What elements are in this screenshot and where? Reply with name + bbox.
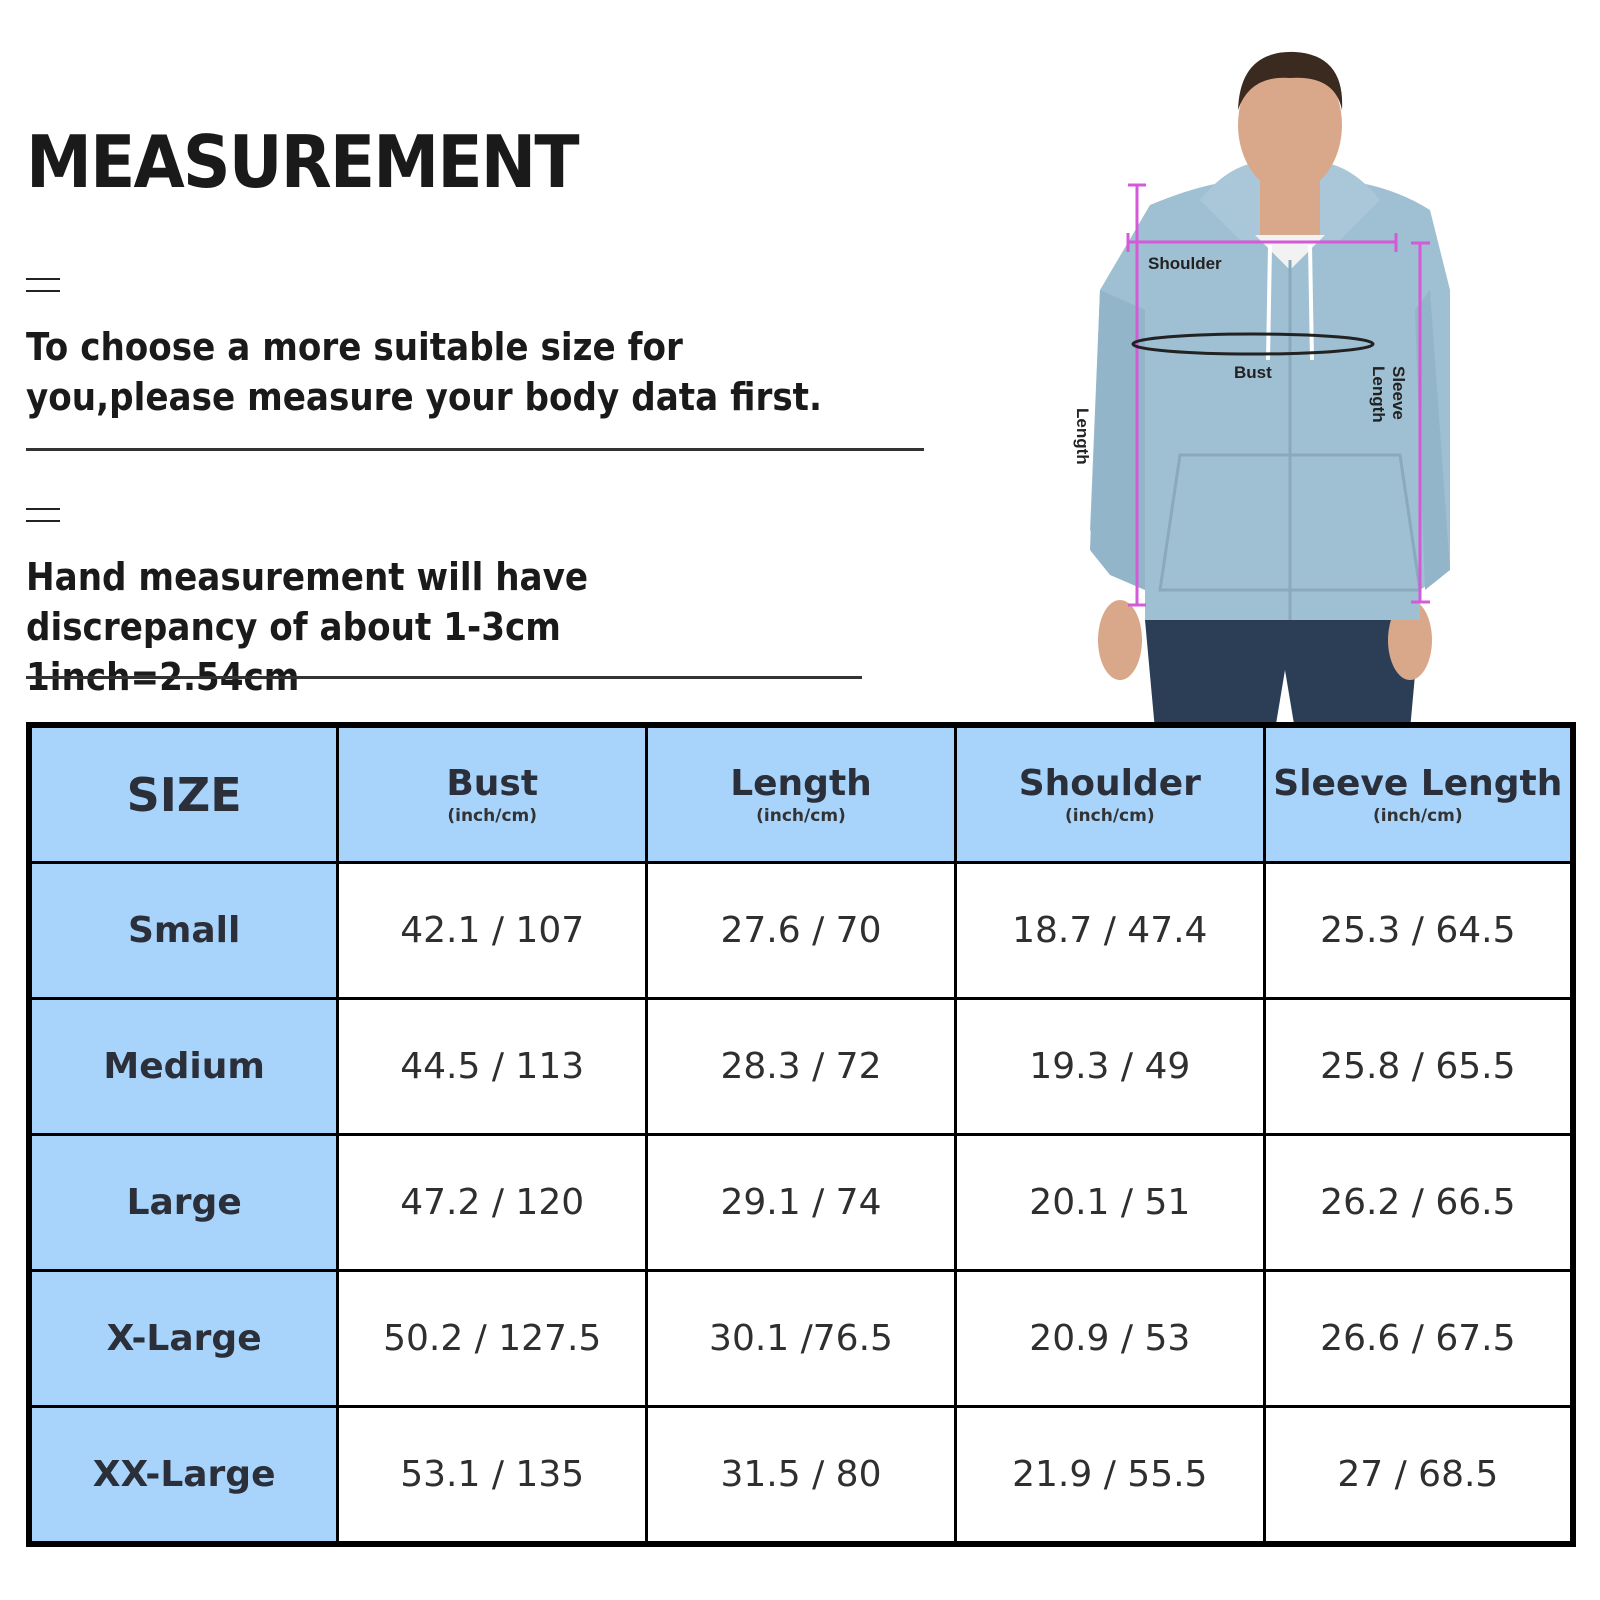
table-row xyxy=(29,1271,1573,1407)
bust-label: Bust xyxy=(1234,363,1272,382)
jeans xyxy=(1145,620,1420,730)
page-title: MEASUREMENT xyxy=(26,120,578,204)
divider xyxy=(26,676,862,679)
hoodie-model-illustration xyxy=(1090,30,1500,730)
length-value: 31.5 / 80 xyxy=(647,1407,956,1545)
sleeve-length-label: Sleeve Length xyxy=(1369,366,1408,423)
size-name: X-Large xyxy=(29,1271,338,1407)
shoulder-label: Shoulder xyxy=(1148,254,1222,273)
length-value: 30.1 /76.5 xyxy=(647,1271,956,1407)
size-name: Medium xyxy=(29,999,338,1135)
size-name: XX-Large xyxy=(29,1407,338,1545)
shoulder-value: 19.3 / 49 xyxy=(955,999,1264,1135)
bust-value: 44.5 / 113 xyxy=(338,999,647,1135)
header-unit: (inch/cm) xyxy=(447,806,538,826)
discrepancy-note: Hand measurement will have discrepancy of about 1-3cm 1inch=2.54cm xyxy=(26,555,589,699)
sleeve-length-value: 26.2 / 66.5 xyxy=(1264,1135,1573,1271)
model-figure xyxy=(1073,30,1500,730)
bust-value: 42.1 / 107 xyxy=(338,863,647,999)
header-unit: (inch/cm) xyxy=(1373,806,1463,826)
header-bust xyxy=(338,725,647,863)
drawstring xyxy=(1268,245,1270,360)
sleeve-length-value: 26.6 / 67.5 xyxy=(1264,1271,1573,1407)
drawstring xyxy=(1310,245,1312,360)
length-value: 27.6 / 70 xyxy=(647,863,956,999)
length-value: 28.3 / 72 xyxy=(647,999,956,1135)
table-row xyxy=(29,863,1573,999)
shoulder-value: 21.9 / 55.5 xyxy=(955,1407,1264,1545)
length-value: 29.1 / 74 xyxy=(647,1135,956,1271)
header-shoulder xyxy=(955,725,1264,863)
bust-value: 53.1 / 135 xyxy=(338,1407,647,1545)
bust-value: 50.2 / 127.5 xyxy=(338,1271,647,1407)
header-label: Length xyxy=(730,763,872,804)
length-label: Length xyxy=(1073,408,1092,465)
table-row xyxy=(29,1407,1573,1545)
dash-marker xyxy=(26,278,60,292)
header-label: SIZE xyxy=(126,767,242,822)
header-size xyxy=(29,725,338,863)
sleeve-length-value: 27 / 68.5 xyxy=(1264,1407,1573,1545)
table-row xyxy=(29,999,1573,1135)
header-length xyxy=(647,725,956,863)
header-label: Sleeve Length xyxy=(1273,763,1563,804)
divider xyxy=(26,448,924,451)
measure-instruction: To choose a more suitable size for you,please measure your body data first. xyxy=(26,325,823,419)
shoulder-value: 20.9 / 53 xyxy=(955,1271,1264,1407)
sleeve-length-value: 25.3 / 64.5 xyxy=(1264,863,1573,999)
size-chart-table xyxy=(26,722,1576,1547)
shoulder-value: 20.1 / 51 xyxy=(955,1135,1264,1271)
header-label: Shoulder xyxy=(1018,763,1201,804)
left-hand xyxy=(1098,600,1142,680)
header-sleeve-length xyxy=(1264,725,1573,863)
table-row xyxy=(29,1135,1573,1271)
size-name: Large xyxy=(29,1135,338,1271)
size-name: Small xyxy=(29,863,338,999)
sleeve-length-value: 25.8 / 65.5 xyxy=(1264,999,1573,1135)
header-unit: (inch/cm) xyxy=(756,806,846,826)
bust-value: 47.2 / 120 xyxy=(338,1135,647,1271)
header-label: Bust xyxy=(446,763,539,804)
dash-marker xyxy=(26,508,60,522)
shoulder-value: 18.7 / 47.4 xyxy=(955,863,1264,999)
header-unit: (inch/cm) xyxy=(1064,806,1155,826)
table-header-row xyxy=(29,725,1573,863)
